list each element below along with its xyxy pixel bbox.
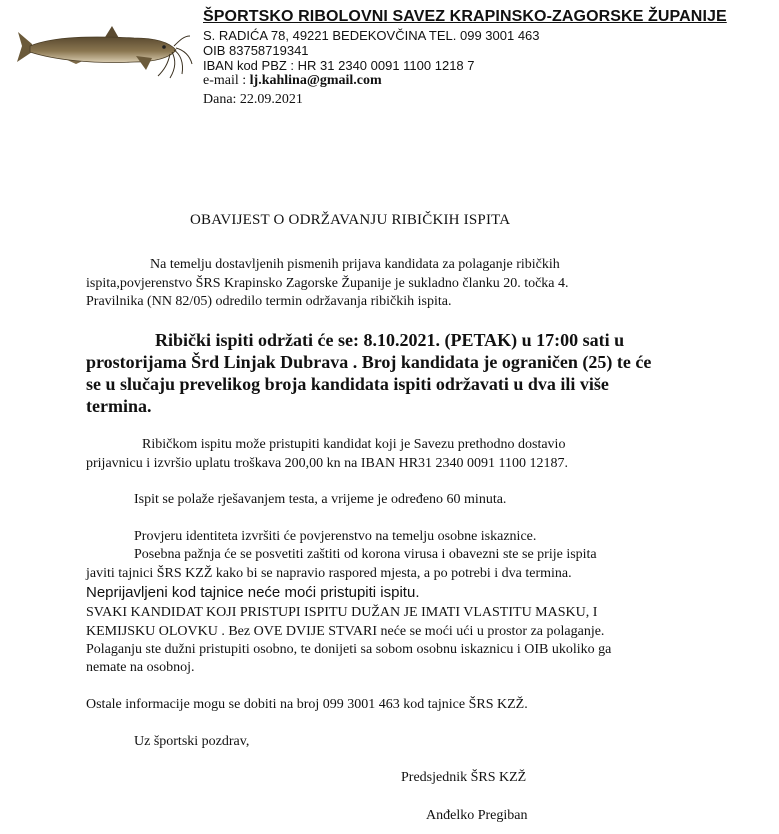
eligibility-line: prijavnicu i izvršio uplatu troškava 200,00 kn na IBAN HR31 2340 0091 1100 12187. — [86, 456, 569, 471]
mask-line: SVAKI KANDIDAT KOJI PRISTUPI ISPITU DUŽAN JE IMATI VLASTITU MASKU, I — [86, 605, 598, 620]
corona-line: javiti tajnici ŠRS KZŽ kako bi se napravio raspored mjesta, a po potrebi i dva termina. — [86, 566, 572, 581]
document-title: OBAVIJEST O ODRŽAVANJU RIBIČKIH ISPITA — [190, 212, 511, 228]
unregistered-notice: Neprijavljeni kod tajnice neće moći pristupiti ispitu. — [86, 584, 420, 601]
organization-iban: IBAN kod PBZ : HR 31 2340 0091 1100 1218 7 — [203, 58, 475, 73]
corona-line: Posebna pažnja će se posvetiti zaštiti od korona virusa i obavezni ste se prije ispita — [134, 547, 597, 562]
email-line — [203, 73, 382, 89]
organization-oib: OIB 83758719341 — [203, 43, 309, 58]
signature-name: Anđelko Pregiban — [426, 808, 528, 823]
intro-line: Pravilnika (NN 82/05) odredilo termin održavanja ribičkih ispita. — [86, 294, 452, 309]
organization-name: ŠPORTSKO RIBOLOVNI SAVEZ KRAPINSKO-ZAGORSKE ŽUPANIJE — [203, 8, 727, 25]
eligibility-line: Ribičkom ispitu može pristupiti kandidat koji je Savezu prethodno dostavio — [142, 437, 566, 452]
catfish-logo — [14, 6, 194, 106]
exam-notice-line: prostorijama Šrd Linjak Dubrava . Broj kandidata je ograničen (25) te će — [86, 352, 652, 372]
mask-line: nemate na osobnoj. — [86, 660, 195, 675]
email-label: e-mail : — [203, 73, 250, 88]
identity-check: Provjeru identiteta izvršiti će povjerenstvo na temelju osobne iskaznice. — [134, 529, 537, 544]
mask-line: KEMIJSKU OLOVKU . Bez OVE DVIJE STVARI neće se moći ući u prostor za polaganje. — [86, 624, 605, 639]
contact-info: Ostale informacije mogu se dobiti na broj 099 3001 463 kod tajnice ŠRS KZŽ. — [86, 697, 528, 712]
exam-format: Ispit se polaže rješavanjem testa, a vrijeme je određeno 60 minuta. — [134, 492, 507, 507]
intro-line: ispita,povjerenstvo ŠRS Krapinsko Zagorske Županije je sukladno članku 20. točka 4. — [86, 276, 569, 291]
intro-line: Na temelju dostavljenih pismenih prijava kandidata za polaganje ribičkih — [150, 257, 560, 272]
exam-notice-line: se u slučaju prevelikog broja kandidata ispiti održavati u dva ili više — [86, 374, 609, 394]
greeting: Uz športski pozdrav, — [134, 734, 250, 749]
email-address: lj.kahlina@gmail.com — [249, 73, 382, 88]
document-date: Dana: 22.09.2021 — [203, 92, 303, 107]
organization-address: S. RADIĆA 78, 49221 BEDEKOVČINA TEL. 099 3001 463 — [203, 28, 540, 43]
signature-role: Predsjednik ŠRS KZŽ — [401, 770, 527, 785]
mask-line: Polaganju ste dužni pristupiti osobno, te donijeti sa sobom osobnu iskaznicu i OIB ukoliko ga — [86, 642, 612, 657]
exam-notice-line: Ribički ispiti održati će se: 8.10.2021. (PETAK) u 17:00 sati u — [155, 330, 625, 350]
exam-notice-line: termina. — [86, 396, 152, 416]
